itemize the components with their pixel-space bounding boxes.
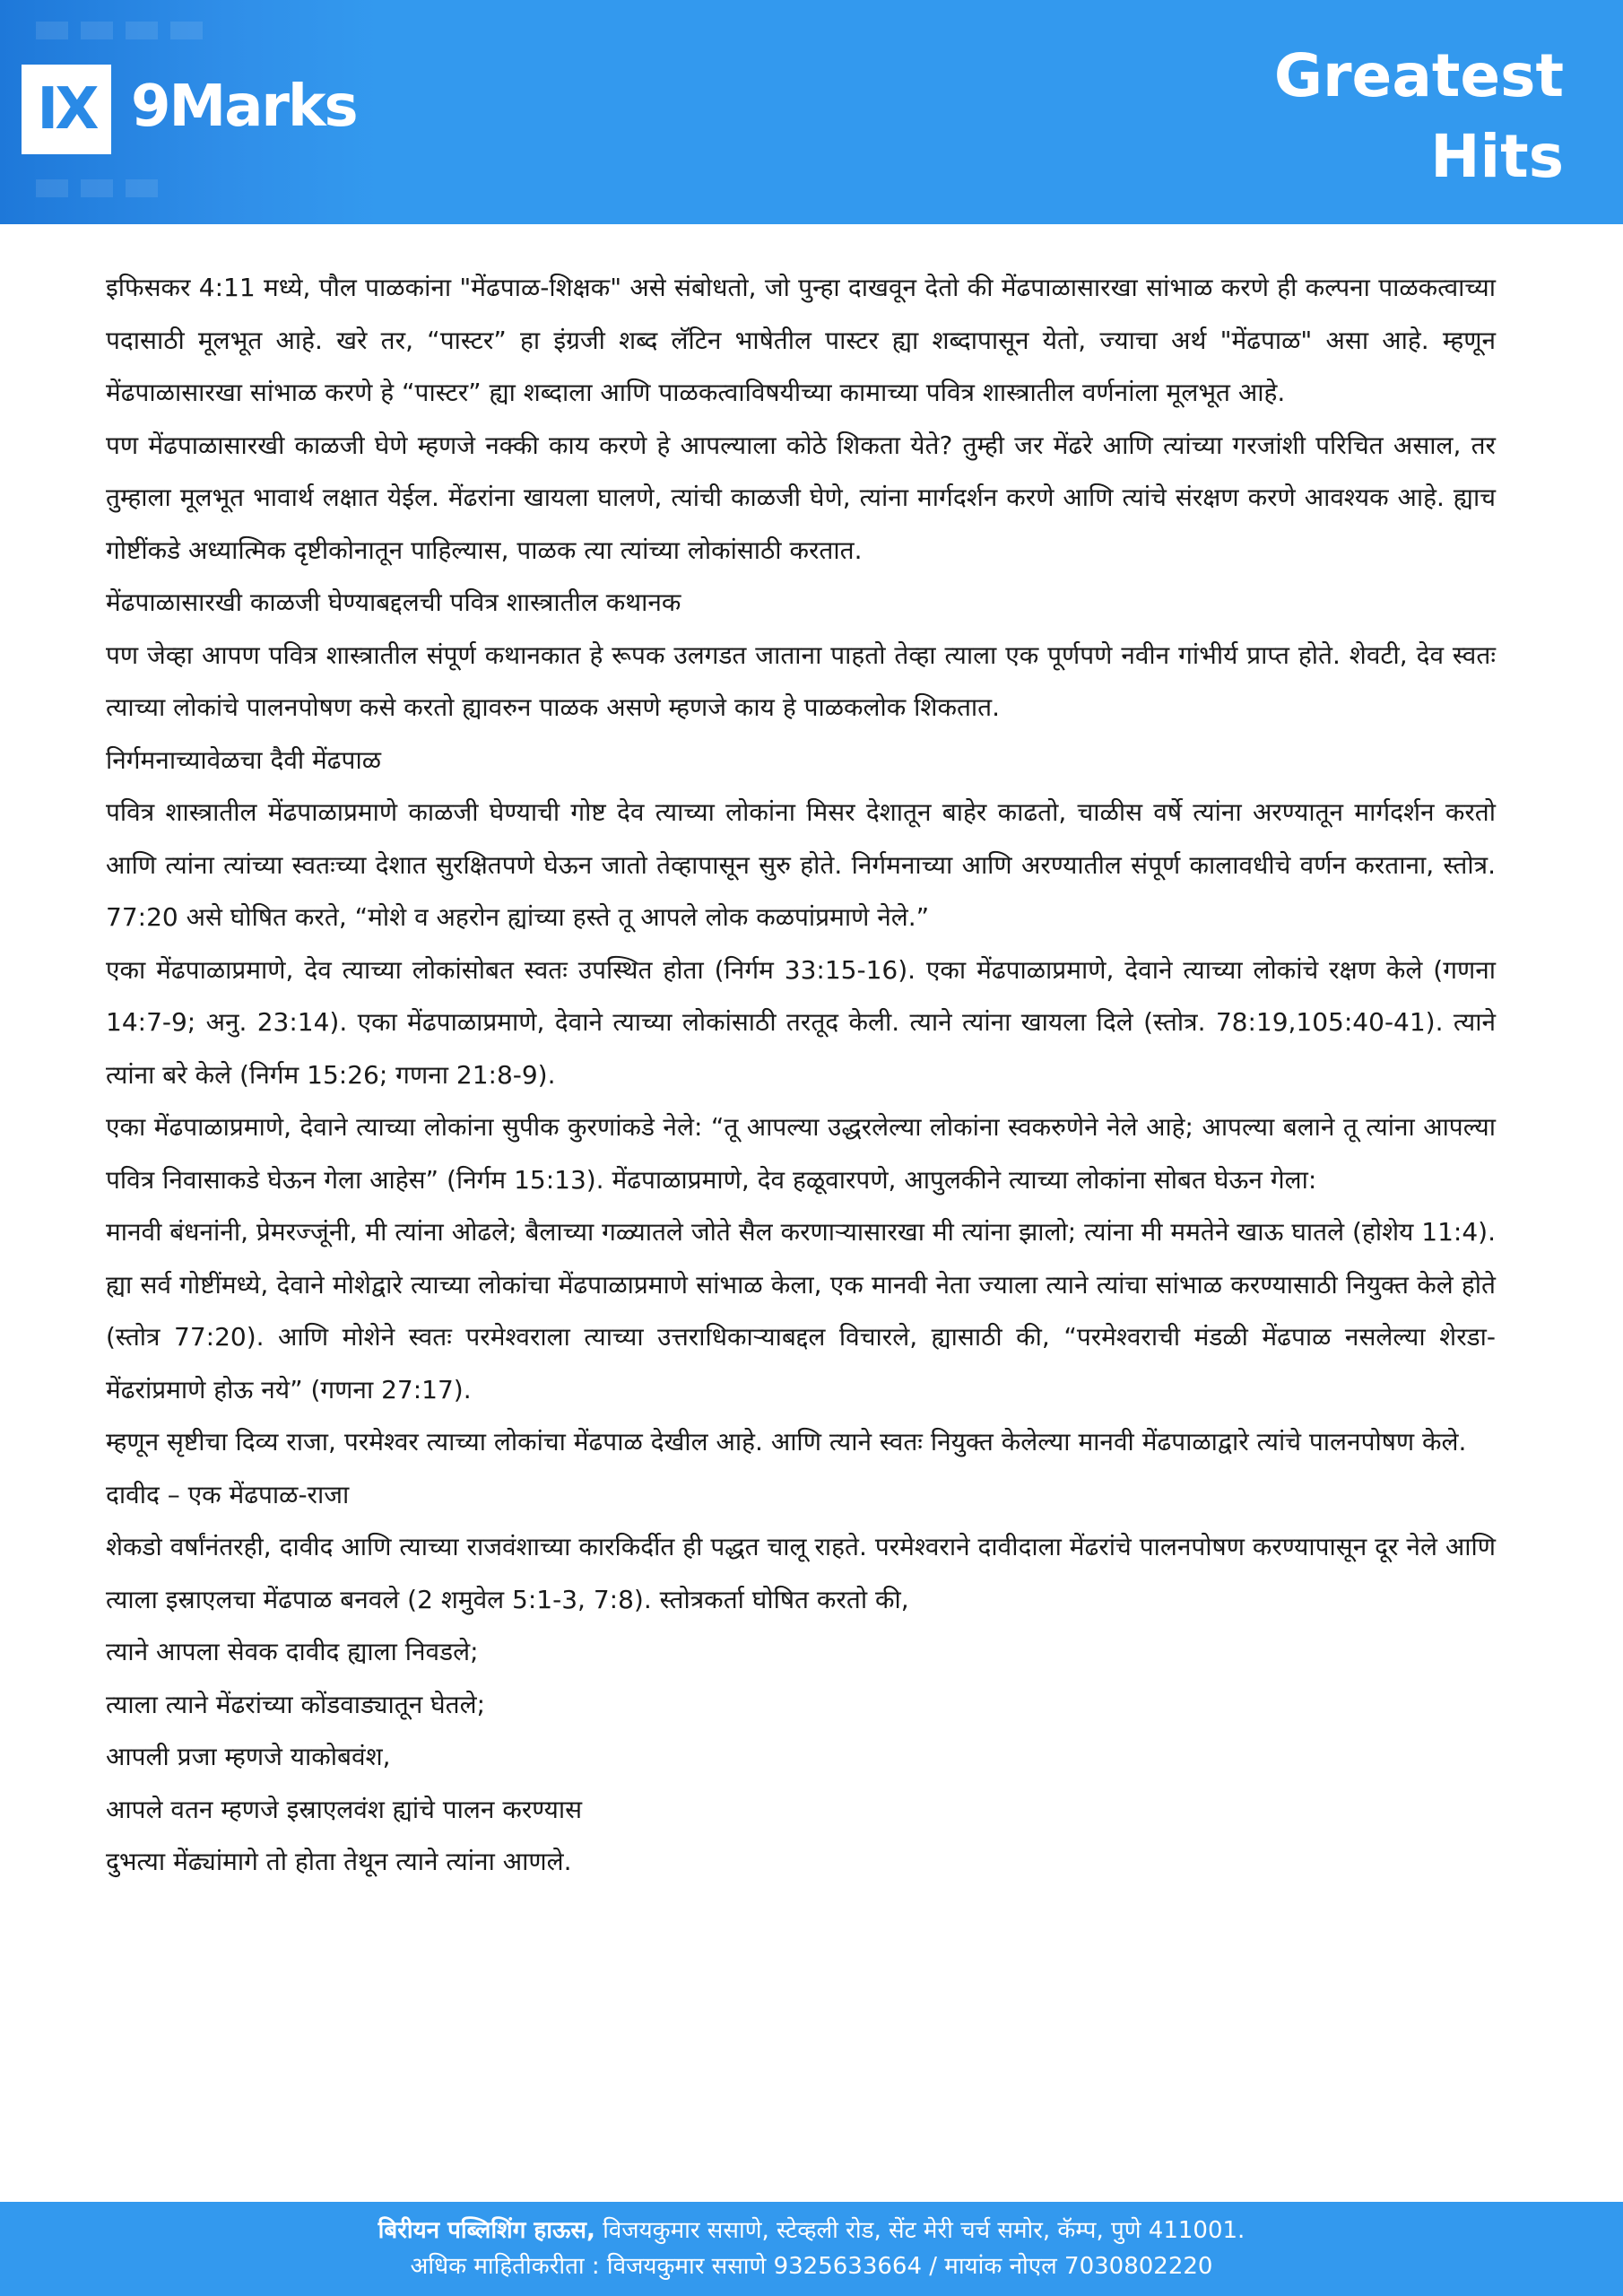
section-heading: मेंढपाळासारखी काळजी घेण्याबद्दलची पवित्र शास्त्रातील कथानक (106, 587, 681, 617)
verse-line: त्याने आपला सेवक दावीद ह्याला निवडले; (106, 1637, 479, 1666)
paragraph: पवित्र शास्त्रातील मेंढपाळाप्रमाणे काळजी घेण्याची गोष्ट देव त्याच्या लोकांना मिसर देशातून बाहेर काढतो, चाळीस वर्षे त्यांना अरण्यातून मार्गदर्शन करतो आणि त्यांना त्यांच्या स्वतःच्या देशात सुरक्षितपणे घेऊन जातो तेव्हापासून सुरु होते. निर्गमनाच्या आणि अरण्यातील संपूर्ण कालावधीचे वर्णन करताना, स्तोत्र. 77:20 असे घोषित करते, “मोशे व अहरोन ह्यांच्या हस्ते तू आपले लोक कळपांप्रमाणे नेले.” (106, 797, 1496, 932)
section-heading: दावीद – एक मेंढपाळ-राजा (106, 1479, 350, 1509)
header-title (1274, 36, 1564, 197)
verse-line: आपले वतन म्हणजे इस्राएलवंश ह्यांचे पालन करण्यास (106, 1794, 583, 1824)
footer-publisher: बिरीयन पब्लिशिंग हाऊस, (378, 2217, 595, 2244)
footer-contact: अधिक माहितीकरीता : विजयकुमार ससाणे 9325633664 / मायांक नोएल 7030802220 (410, 2253, 1213, 2280)
page-header (0, 0, 1623, 224)
footer-address: विजयकुमार ससाणे, स्टेव्हली रोड, सेंट मेरी चर्च समोर, कॅम्प, पुणे 411001. (595, 2217, 1245, 2244)
paragraph: म्हणून सृष्टीचा दिव्य राजा, परमेश्वर त्याच्या लोकांचा मेंढपाळ देखील आहे. आणि त्याने स्वतः नियुक्त केलेल्या मानवी मेंढपाळाद्वारे त्यांचे पालनपोषण केले. (106, 1427, 1467, 1457)
header-title-line2: Hits (1430, 122, 1564, 191)
paragraph: इफिसकर 4:11 मध्ये, पौल पाळकांना "मेंढपाळ-शिक्षक" असे संबोधतो, जो पुन्हा दाखवून देतो की मेंढपाळासारखा सांभाळ करणे ही कल्पना पाळकत्वाच्या पदासाठी मूलभूत आहे. खरे तर, “पास्टर” हा इंग्रजी शब्द लॅटिन भाषेतील पास्टर ह्या शब्दापासून येतो, ज्याचा अर्थ "मेंढपाळ" असा आहे. म्हणून मेंढपाळासारखा सांभाळ करणे हे “पास्टर” ह्या शब्दाला आणि पाळकत्वाविषयीच्या कामाच्या पवित्र शास्त्रातील वर्णनांला मूलभूत आहे. (106, 273, 1496, 407)
footer-address-line (0, 2213, 1623, 2248)
section-heading: निर्गमनाच्यावेळचा दैवी मेंढपाळ (106, 744, 381, 775)
paragraph: शेकडो वर्षांनंतरही, दावीद आणि त्याच्या राजवंशाच्या कारकिर्दीत ही पद्धत चालू राहते. परमेश्वराने दावीदाला मेंढरांचे पालनपोषण करण्यापासून दूर नेले आणि त्याला इस्राएलचा मेंढपाळ बनवले (2 शमुवेल 5:1-3, 7:8). स्तोत्रकर्ता घोषित करतो की, (106, 1532, 1496, 1614)
verse-line: दुभत्या मेंढ्यांमागे तो होता तेथून त्याने त्यांना आणले. (106, 1847, 572, 1876)
paragraph: एका मेंढपाळाप्रमाणे, देवाने त्याच्या लोकांना सुपीक कुरणांकडे नेले: “तू आपल्या उद्धरलेल्या लोकांना स्वकरुणेने नेले आहे; आपल्या बलाने तू त्यांना आपल्या पवित्र निवासाकडे घेऊन गेला आहेस” (निर्गम 15:13). मेंढपाळाप्रमाणे, देव हळूवारपणे, आपुलकीने त्याच्या लोकांना सोबत घेऊन गेला: (106, 1112, 1496, 1195)
verse-line: त्याला त्याने मेंढरांच्या कोंडवाड्यातून घेतले; (106, 1689, 486, 1719)
logo-mark (22, 65, 111, 154)
page-footer (0, 2202, 1623, 2296)
paragraph: मानवी बंधनांनी, प्रेमरज्जूंनी, मी त्यांना ओढले; बैलाच्या गळ्यातले जोते सैल करणाऱ्यासारखा मी त्यांना झालो; त्यांना मी ममतेने खाऊ घातले (होशेय 11:4). ह्या सर्व गोष्टींमध्ये, देवाने मोशेद्वारे त्याच्या लोकांचा मेंढपाळाप्रमाणे सांभाळ केला, एक मानवी नेता ज्याला त्याने त्यांचा सांभाळ करण्यासाठी नियुक्त केले होते (स्तोत्र 77:20). आणि मोशेने स्वतः परमेश्वराला त्याच्या उत्तराधिकाऱ्याबद्दल विचारले, ह्यासाठी की, “परमेश्वराची मंडळी मेंढपाळ नसलेल्या शेरडा-मेंढरांप्रमाणे होऊ नये” (गणना 27:17). (106, 1217, 1496, 1405)
paragraph: पण जेव्हा आपण पवित्र शास्त्रातील संपूर्ण कथानकात हे रूपक उलगडत जाताना पाहतो तेव्हा त्याला एक पूर्णपणे नवीन गांभीर्य प्राप्त होते. शेवटी, देव स्वतः त्याच्या लोकांचे पालनपोषण कसे करतो ह्यावरुन पाळक असणे म्हणजे काय हे पाळकलोक शिकतात. (106, 639, 1496, 722)
article-body (106, 262, 1496, 1889)
paragraph: पण मेंढपाळासारखी काळजी घेणे म्हणजे नक्की काय करणे हे आपल्याला कोठे शिकता येते? तुम्ही जर मेंढरे आणि त्यांच्या गरजांशी परिचित असाल, तर तुम्हाला मूलभूत भावार्थ लक्षात येईल. मेंढरांना खायला घालणे, त्यांची काळजी घेणे, त्यांना मार्गदर्शन करणे आणि त्यांचे संरक्षण करणे आवश्यक आहे. ह्याच गोष्टींकडे अध्यात्मिक दृष्टीकोनातून पाहिल्यास, पाळक त्या त्यांच्या लोकांसाठी करतात. (106, 430, 1496, 565)
verse-line: आपली प्रजा म्हणजे याकोबवंश, (106, 1742, 391, 1771)
logo-name: 9Marks (131, 74, 357, 140)
logo-mark-text: IX (37, 76, 96, 143)
paragraph: एका मेंढपाळाप्रमाणे, देव त्याच्या लोकांसोबत स्वतः उपस्थित होता (निर्गम 33:15-16). एका मेंढपाळाप्रमाणे, देवाने त्याच्या लोकांचे रक्षण केले (गणना 14:7-9; अनु. 23:14). एका मेंढपाळाप्रमाणे, देवाने त्याच्या लोकांसाठी तरतूद केली. त्याने त्यांना खायला दिले (स्तोत्र. 78:19,105:40-41). त्याने त्यांना बरे केले (निर्गम 15:26; गणना 21:8-9). (106, 954, 1496, 1090)
header-title-line1: Greatest (1273, 41, 1564, 110)
